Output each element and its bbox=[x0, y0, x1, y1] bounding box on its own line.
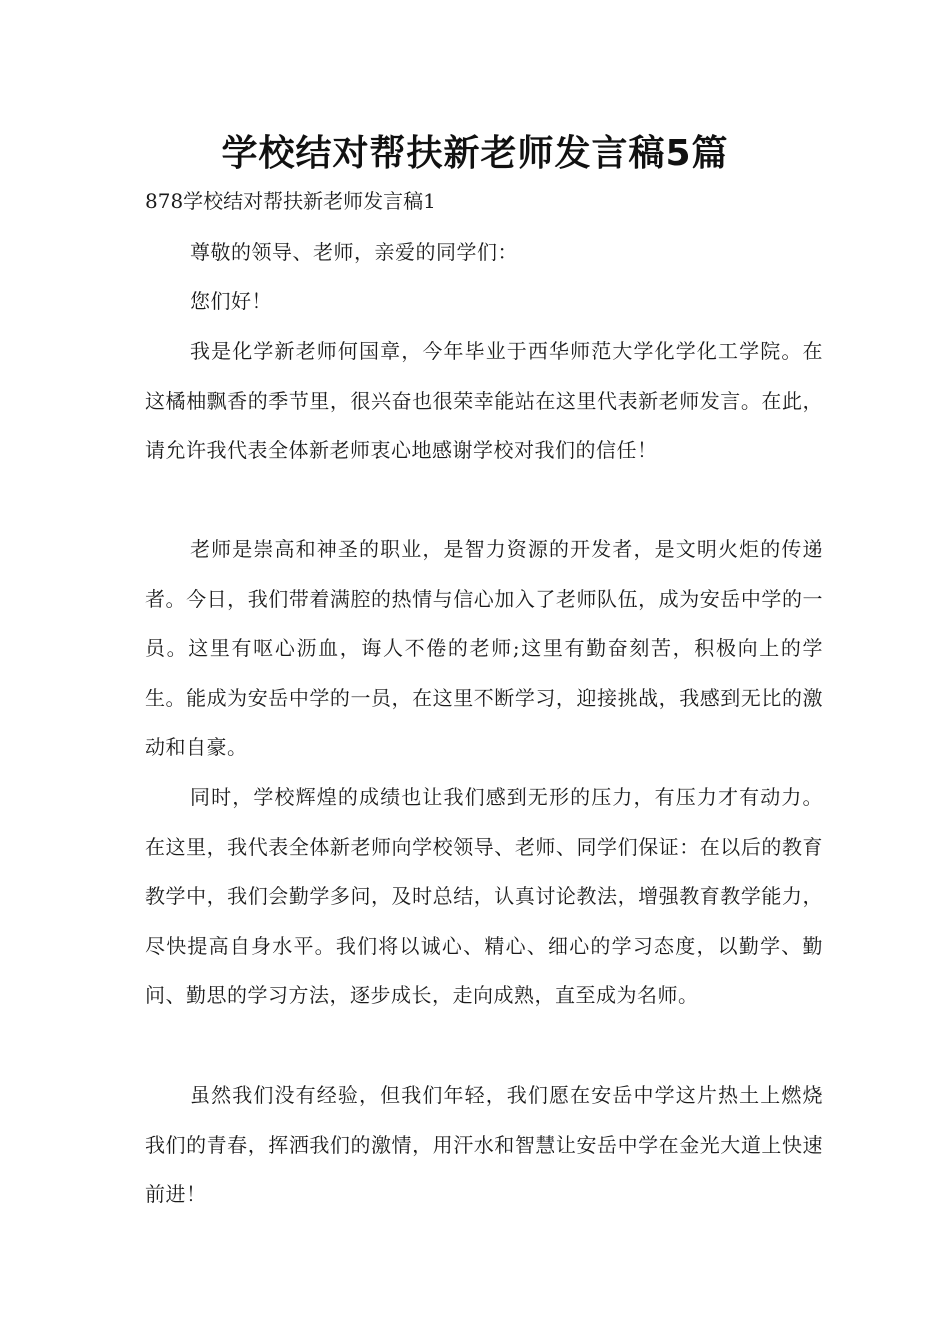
paragraph-teacher-profession: 老师是崇高和神圣的职业，是智力资源的开发者，是文明火炬的传递者。今日，我们带着满腔的热情与信心加入了老师队伍，成为安岳中学的一员。这里有呕心沥血，诲人不倦的老师;这里有勤奋刻苦，积极向上的学生。能成为安岳中学的一员，在这里不断学习，迎接挑战，我感到无比的激动和自豪。 bbox=[145, 537, 823, 760]
document-title: 学校结对帮扶新老师发言稿5篇 bbox=[221, 133, 729, 174]
document-subtitle: 878学校结对帮扶新老师发言稿1 bbox=[145, 189, 436, 213]
paragraph-salutation: 尊敬的领导、老师，亲爱的同学们： bbox=[190, 240, 518, 264]
paragraph-greeting: 您们好！ bbox=[190, 289, 272, 313]
paragraph-pressure-pledge: 同时，学校辉煌的成绩也让我们感到无形的压力，有压力才有动力。在这里，我代表全体新老师向学校领导、老师、同学们保证：在以后的教育教学中，我们会勤学多问，及时总结，认真讨论教法，增强教育教学能力，尽快提高自身水平。我们将以诚心、精心、细心的学习态度，以勤学、勤问、勤思的学习方法，逐步成长，走向成熟，直至成为名师。 bbox=[145, 785, 823, 1008]
paragraph-introduction: 我是化学新老师何国章，今年毕业于西华师范大学化学化工学院。在这橘柚飘香的季节里，很兴奋也很荣幸能站在这里代表新老师发言。在此，请允许我代表全体新老师衷心地感谢学校对我们的信任！ bbox=[145, 339, 823, 463]
paragraph-closing: 虽然我们没有经验，但我们年轻，我们愿在安岳中学这片热土上燃烧我们的青春，挥洒我们的激情，用汗水和智慧让安岳中学在金光大道上快速前进！ bbox=[145, 1083, 823, 1207]
